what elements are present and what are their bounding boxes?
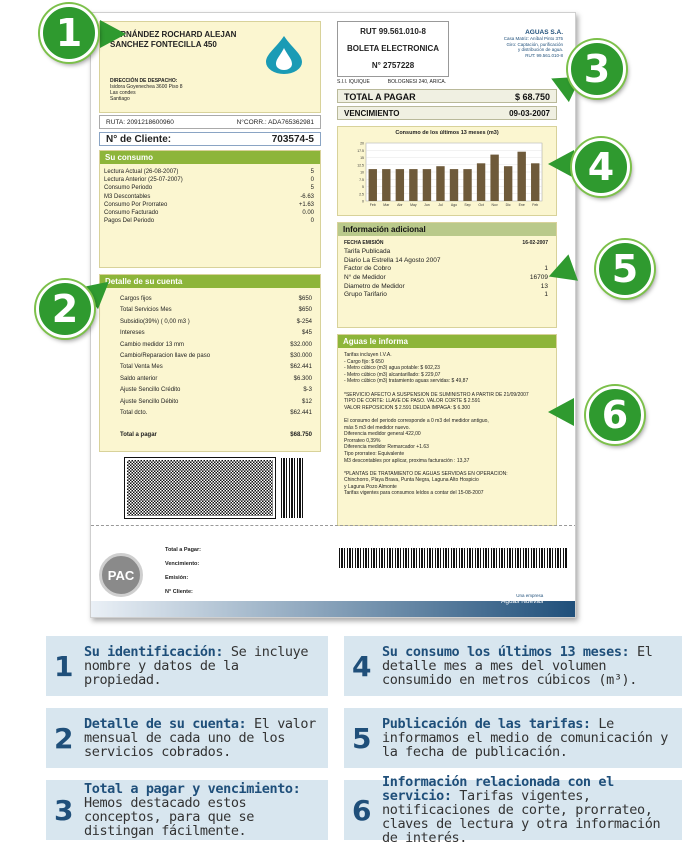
side-barcode	[281, 458, 303, 518]
legend-title: Publicación de las tarifas:	[382, 716, 591, 732]
arrow-6-icon	[548, 398, 574, 426]
legend-text	[84, 782, 320, 838]
bar	[463, 169, 471, 201]
info-row	[344, 291, 548, 300]
notice-line: Tipo prorrateo: Equivalente	[344, 450, 405, 457]
legend-number: 4	[352, 649, 372, 683]
pay-value: $68.750	[290, 432, 312, 439]
client-number: 703574-5	[271, 133, 314, 145]
notice-line: Chinchorro, Playa Brava, Punta Negra, Laguna Alto Hospicio	[344, 477, 479, 484]
account-row	[120, 351, 312, 362]
info-row	[344, 283, 548, 292]
account-row-value: $62.441	[290, 410, 312, 417]
consumption-rows	[100, 164, 320, 225]
footer-brand-name: Aguas Nuevas	[501, 598, 544, 605]
y-tick-label: 20	[360, 141, 364, 146]
invoice-number: N° 2757228	[371, 61, 415, 70]
dispatch-line: Santiago	[110, 96, 130, 102]
consumption-row-value: -6.63	[300, 193, 314, 200]
y-tick-label: 17.5	[357, 148, 364, 153]
consumption-row-value: 5	[310, 169, 314, 175]
due-label: VENCIMIENTO	[344, 109, 400, 118]
badge-4: 4	[572, 138, 630, 196]
account-row-label: Ajuste Sencillo Débito	[120, 398, 179, 405]
company-name: AGUAS S.A.	[525, 29, 563, 36]
bar	[369, 169, 377, 201]
account-rows	[100, 288, 320, 419]
legend-text	[84, 717, 320, 759]
bar	[490, 155, 498, 201]
legend-item-6	[344, 774, 682, 846]
account-row	[120, 305, 312, 316]
company-line: RUT: 99.561.010-8	[525, 52, 563, 58]
notice-line: - Metro cúbico (m3) agua potable: $ 602,23	[344, 365, 440, 372]
company-line: Casa Matriz: Aníbal Pinto 375	[503, 36, 563, 41]
additional-info-box	[337, 222, 557, 328]
footer-small: Una empresa	[516, 593, 544, 598]
info-row-value: 1	[544, 291, 548, 299]
account-row-value: $45	[301, 330, 312, 337]
water-bill	[90, 12, 576, 618]
consumption-row-value: +1.63	[298, 201, 314, 208]
invoice-box	[337, 21, 449, 77]
account-row	[120, 374, 312, 385]
bar	[477, 163, 485, 201]
account-row-value: $-3	[303, 387, 312, 394]
x-tick-label: Oct	[478, 203, 484, 207]
notice-line: - Metro cúbico (m3) tratamiento aguas servidas: $ 49,87	[344, 378, 469, 385]
y-tick-label: 15	[360, 156, 364, 160]
consumption-chart-box	[337, 126, 557, 216]
consumption-row	[104, 168, 314, 176]
consumption-row	[104, 176, 314, 184]
bar	[531, 163, 539, 201]
info-row	[344, 248, 548, 257]
y-tick-label: 2.5	[359, 192, 364, 197]
company-line: Giro: Captación, purificación	[506, 41, 563, 47]
legend-title: Su consumo los últimos 13 meses:	[382, 644, 630, 660]
notice-line: VALOR REPOSICION $ 2.591 DEUDA IMPAGA: $ 6.300	[344, 404, 470, 411]
due-date-row	[337, 106, 557, 120]
total-value: $ 68.750	[514, 92, 550, 102]
notice-line: y Laguna Pozo Almonte	[344, 483, 397, 490]
notice-lines	[338, 348, 556, 497]
info-row-label: Diametro de Medidor	[344, 282, 405, 290]
notice-line: *PLANTAS DE TRATAMIENTO DE AGUAS SERVIDAS EN OPERACION:	[344, 470, 508, 477]
sii-office: S.I.I. IQUIQUE	[337, 79, 370, 85]
x-tick-label: Feb	[369, 203, 376, 207]
total-to-pay-row	[337, 89, 557, 103]
account-row	[120, 397, 312, 408]
consumption-title: Su consumo	[100, 151, 320, 164]
tear-line	[91, 525, 576, 526]
account-row	[120, 317, 312, 328]
notice-title: Aguas le informa	[338, 335, 556, 348]
account-row-label: Cambio/Reparacion llave de paso	[120, 353, 211, 360]
arrow-4-icon	[548, 150, 574, 178]
notice-line: *SERVICIO AFECTO A SUSPENSION DE SUMINISTRO A PARTIR DE 21/09/2007	[344, 391, 529, 398]
account-row	[120, 340, 312, 351]
account-row-label: Intereses	[120, 330, 145, 337]
info-row-label: Diario La Estrella 14 Agosto 2007	[344, 256, 441, 264]
info-row-label: N° de Medidor	[344, 273, 386, 281]
legend-item-2	[46, 708, 328, 768]
legend-item-1	[46, 636, 328, 696]
consumption-row	[104, 217, 314, 225]
customer-box	[99, 21, 321, 113]
notice-line	[344, 411, 550, 418]
invoice-office	[337, 79, 497, 85]
consumption-row-label: M3 Descontables	[104, 193, 151, 200]
legend-number: 5	[352, 721, 372, 755]
dispatch-line: Las condes	[110, 90, 136, 96]
notice-line	[344, 385, 550, 392]
account-row-value: $30.000	[290, 353, 312, 360]
badge-3: 3	[568, 40, 626, 98]
account-row-value: $6.300	[293, 375, 312, 382]
info-row-value: 16709	[529, 273, 548, 281]
info-row	[344, 257, 548, 266]
legend-text	[382, 775, 674, 845]
legend-text	[382, 717, 674, 759]
notice-box	[337, 334, 557, 526]
bar	[450, 169, 458, 201]
legend-number: 6	[352, 793, 372, 827]
notice-line: - Cargo fijo: $ 650	[344, 358, 384, 365]
stub-client-label: N° Cliente:	[165, 589, 193, 595]
info-title: Información adicional	[338, 223, 556, 236]
invoice-rut: RUT 99.561.010-8	[360, 27, 426, 36]
notice-line: Prorrateo 0,39%	[344, 437, 381, 444]
legend-number: 2	[54, 721, 74, 755]
client-number-row	[99, 132, 321, 146]
account-detail-box	[99, 274, 321, 452]
badge-5: 5	[596, 240, 654, 298]
consumption-row-value: 0	[310, 218, 314, 225]
account-row-label: Total Venta Mes	[120, 364, 163, 371]
consumption-row-label: Lectura Anterior (25-07-2007)	[104, 177, 183, 184]
legend-description: Tarifas vigentes, notificaciones de corte, prorrateo, claves de lectura y otra información de interés.	[382, 788, 661, 846]
account-row	[120, 408, 312, 419]
legend-title: Total a pagar y vencimiento:	[84, 781, 301, 797]
account-row	[120, 385, 312, 396]
consumption-row-label: Consumo Por Prorrateo	[104, 201, 168, 208]
x-tick-label: May	[410, 203, 417, 207]
account-row-label: Cargos fijos	[120, 296, 152, 302]
account-row-label: Ajuste Sencillo Crédito	[120, 387, 181, 394]
info-row-label: Grupo Tarifario	[344, 291, 387, 299]
info-row	[344, 265, 548, 274]
account-row-label: Total Servicios Mes	[120, 307, 172, 314]
badge-6: 6	[586, 386, 644, 444]
bar	[396, 169, 404, 201]
x-tick-label: Ene	[518, 203, 525, 207]
badge-1: 1	[40, 4, 98, 62]
x-tick-label: Feb	[532, 203, 539, 207]
company-line: y distribución de agua.	[517, 47, 563, 52]
notice-line: - Metro cúbico (m3) alcantarillado: $ 229,07	[344, 371, 441, 378]
stub-total-label: Total a Pagar:	[165, 547, 201, 553]
legend-title: Su identificación:	[84, 644, 224, 660]
bar	[504, 166, 512, 201]
legend-title: Información relacionada con el servicio:	[382, 774, 614, 804]
stub-due-label: Vencimiento:	[165, 561, 200, 567]
consumption-box	[99, 150, 321, 268]
y-tick-label: 10	[360, 170, 364, 175]
legend-item-4	[344, 636, 682, 696]
bar	[423, 169, 431, 201]
y-tick-label: 7.5	[359, 177, 364, 182]
client-label: N° de Cliente:	[106, 133, 172, 145]
x-tick-label: Jun	[424, 203, 430, 207]
dispatch-line: Isidora Goyenechea 3600 Piso 8	[110, 84, 183, 90]
notice-line: Tarifas incluyen I.V.A.	[344, 352, 392, 358]
notice-line	[344, 464, 550, 471]
customer-name: FERNÁNDEZ ROCHARD ALEJAN	[110, 30, 237, 39]
sii-address: BOLOGNESI 240, ARICA.	[387, 79, 447, 85]
total-label: TOTAL A PAGAR	[344, 92, 416, 102]
consumption-row-value: 0.00	[302, 210, 314, 217]
consumption-row	[104, 201, 314, 209]
legend-description: Le informamos el medio de comunicación y la fecha de publicación.	[382, 716, 668, 760]
consumption-row-label: Lectura Actual (26-08-2007)	[104, 169, 179, 175]
legend-number: 1	[54, 649, 74, 683]
notice-line: Diferencia medidor general 422,00	[344, 431, 421, 438]
customer-street: SANCHEZ FONTECILLA 450	[110, 40, 217, 49]
x-tick-label: Abr	[397, 203, 403, 207]
consumption-row-value: 5	[310, 185, 314, 192]
x-tick-label: Dic	[505, 203, 511, 207]
account-row-value: $62.441	[290, 364, 312, 371]
legend-description: Hemos destacado estos conceptos, para que se distingan fácilmente.	[84, 795, 255, 839]
notice-line: más 5 m3 del medidor nuevo.	[344, 424, 410, 431]
account-total-row	[100, 431, 320, 439]
emission-row	[338, 236, 556, 247]
correlative-number: N°CORR.: ADA765362981	[236, 118, 314, 126]
stub-emission-label: Emisión:	[165, 575, 189, 581]
pac-logo: PAC	[99, 553, 143, 597]
invoice-type: BOLETA ELECTRONICA	[347, 44, 439, 53]
info-row-value: 13	[540, 282, 548, 290]
account-row	[120, 328, 312, 339]
x-tick-label: Ago	[450, 203, 458, 207]
notice-line: M3 descontables por aplicar, proxima facturación : 13,37	[344, 457, 470, 464]
consumption-row	[104, 209, 314, 217]
x-tick-label: Jul	[438, 203, 443, 207]
legend-item-5	[344, 708, 682, 768]
payment-barcode	[339, 548, 567, 568]
company-info	[483, 29, 563, 58]
consumption-row-label: Consumo Facturado	[104, 210, 159, 217]
info-rows	[338, 247, 556, 300]
info-row	[344, 274, 548, 283]
account-row-label: Saldo anterior	[120, 375, 158, 382]
account-row-label: Cambio medidor 13 mm	[120, 341, 185, 348]
y-tick-label: 5	[362, 185, 364, 189]
bar	[382, 169, 390, 201]
consumption-row-value: 0	[310, 177, 314, 184]
x-tick-label: Sep	[464, 203, 471, 207]
account-row-value: $650	[298, 296, 312, 302]
notice-line: TIPO DE CORTE: LLAVE DE PASO. VALOR CORTE $ 2.591	[344, 398, 481, 405]
account-row-value: $32.000	[290, 341, 312, 348]
account-row-value: $-254	[296, 318, 312, 325]
pay-label: Total a pagar	[120, 432, 157, 439]
bar	[409, 169, 417, 201]
route-row	[99, 115, 321, 129]
legend-title: Detalle de su cuenta:	[84, 716, 247, 732]
emission-date: 16-02-2007	[522, 240, 548, 246]
y-tick-label: 12.5	[357, 163, 364, 168]
badge-2: 2	[36, 280, 94, 338]
info-row-label: Factor de Cobro	[344, 265, 391, 273]
bar	[436, 166, 444, 201]
legend-description: El detalle mes a mes del volumen consumido en metros cúbicos (m³).	[382, 644, 653, 688]
dispatch-label: DIRECCIÓN DE DESPACHO:	[110, 78, 178, 84]
consumption-row	[104, 184, 314, 192]
legend-description: El valor mensual de cada uno de los servicios cobrados.	[84, 716, 316, 760]
account-row-value: $12	[301, 398, 312, 405]
account-row	[120, 294, 312, 305]
legend-item-3	[46, 780, 328, 840]
account-row-value: $650	[298, 307, 312, 314]
bar	[517, 152, 525, 201]
notice-line: Tarifas vigentes para consumos leídos a contar del 15-08-2007	[344, 490, 484, 497]
pdf417-barcode	[125, 458, 275, 518]
consumption-row	[104, 193, 314, 201]
due-value: 09-03-2007	[509, 109, 550, 118]
x-tick-label: Mar	[383, 203, 390, 207]
emission-label: FECHA EMISIÓN	[344, 240, 384, 246]
arrow-1-icon	[100, 20, 126, 48]
account-row	[120, 362, 312, 373]
notice-line: El consumo del periodo corresponde a 0 m3 del medidor antiguo,	[344, 417, 489, 424]
account-title: Detalle de su cuenta	[100, 275, 320, 288]
x-tick-label: Nov	[491, 203, 498, 207]
legend-description: Se incluye nombre y datos de la propiedad.	[84, 644, 309, 688]
route-number: RUTA: 2091218600960	[106, 118, 174, 126]
consumption-bar-chart	[348, 139, 548, 213]
account-row-label: Subsidio(39%) ( 0,00 m3 )	[120, 318, 190, 325]
account-row-label: Total dcto.	[120, 410, 148, 417]
water-drop-logo-icon	[262, 34, 306, 76]
y-tick-label: 0	[362, 199, 364, 204]
footer-brand	[501, 593, 543, 605]
notice-line: Diferencia medidor Remarcador +1.63	[344, 444, 429, 451]
legend-number: 3	[54, 793, 74, 827]
legend-text	[382, 645, 674, 687]
chart-title: Consumo de los últimos 13 meses (m3)	[395, 130, 499, 136]
info-row-label: Tarifa Publicada	[344, 248, 391, 256]
legend-text	[84, 645, 320, 687]
consumption-row-label: Consumo Periodo	[104, 185, 153, 192]
info-row-value: 1	[544, 265, 548, 273]
consumption-row-label: Pagos Del Periodo	[104, 218, 155, 225]
